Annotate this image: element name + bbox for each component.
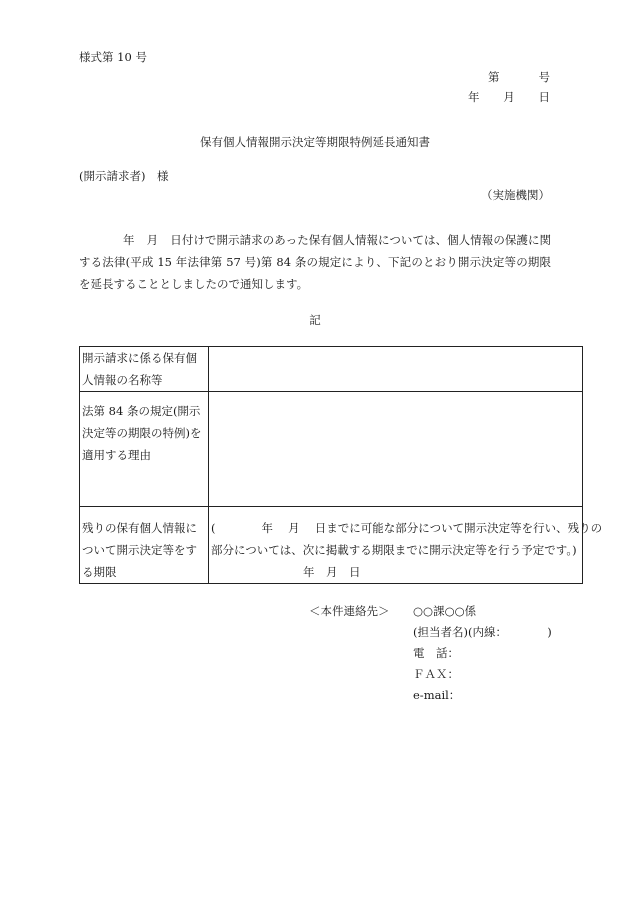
row-label bbox=[80, 347, 209, 392]
contact-block bbox=[309, 601, 552, 706]
date-day: 日 bbox=[538, 90, 550, 104]
form-number: 様式第 10 号 bbox=[79, 50, 147, 64]
contact-person: (担当者名)(内線： ) bbox=[413, 625, 552, 639]
contact-email: e-mail： bbox=[413, 688, 461, 702]
recipient: (開示請求者) 様 bbox=[79, 169, 169, 183]
deadline-line-3: 年 月 日 bbox=[211, 565, 361, 579]
body-text: 日付けで開示請求のあった保有個人情報については、個人情報の保護に関する法律(平成 15 年法律第 57 号)第 84 条の規定により、下記のとおり開示決定等の期限を延長することとしましたので通知します。 bbox=[79, 233, 552, 291]
body-paragraph bbox=[79, 229, 551, 295]
deadline-value bbox=[209, 507, 603, 584]
body-date-month: 月 bbox=[146, 233, 159, 247]
info-name-value bbox=[209, 347, 583, 392]
ki-heading: 記 bbox=[309, 313, 321, 327]
reason-value bbox=[209, 392, 583, 507]
contact-heading: ＜本件連絡先＞ bbox=[309, 604, 390, 618]
number-prefix: 第 bbox=[488, 70, 500, 84]
implementing-agency: （実施機関） bbox=[481, 188, 550, 202]
date-year: 年 bbox=[468, 90, 480, 104]
date-month: 月 bbox=[503, 90, 515, 104]
table-row bbox=[80, 347, 583, 392]
table-row bbox=[80, 392, 583, 507]
deadline-label: 残りの保有個人情報について開示決定等をする期限 bbox=[82, 521, 197, 579]
contact-fax: ＦＡＸ： bbox=[413, 667, 459, 681]
number-suffix: 号 bbox=[538, 70, 550, 84]
info-name-label: 開示請求に係る保有個人情報の名称等 bbox=[82, 351, 197, 387]
body-date-year: 年 bbox=[123, 233, 135, 247]
deadline-line-2: 部分については、次に掲載する期限までに開示決定等を行う予定です。) bbox=[211, 543, 577, 557]
document-date-line bbox=[468, 88, 550, 106]
row-label bbox=[80, 507, 209, 584]
document-number-line bbox=[488, 68, 550, 86]
table-row bbox=[80, 507, 583, 584]
contact-section: ○○課○○係 bbox=[413, 604, 477, 618]
contact-tel: 電 話： bbox=[413, 646, 459, 660]
reason-label: 法第 84 条の規定(開示決定等の期限の特例)を適用する理由 bbox=[82, 404, 202, 462]
deadline-line-1: ( 年 月 日までに可能な部分について開示決定等を行い、残りの bbox=[211, 521, 603, 535]
details-table bbox=[79, 346, 603, 584]
row-label bbox=[80, 392, 209, 507]
document-title: 保有個人情報開示決定等期限特例延長通知書 bbox=[200, 135, 430, 149]
